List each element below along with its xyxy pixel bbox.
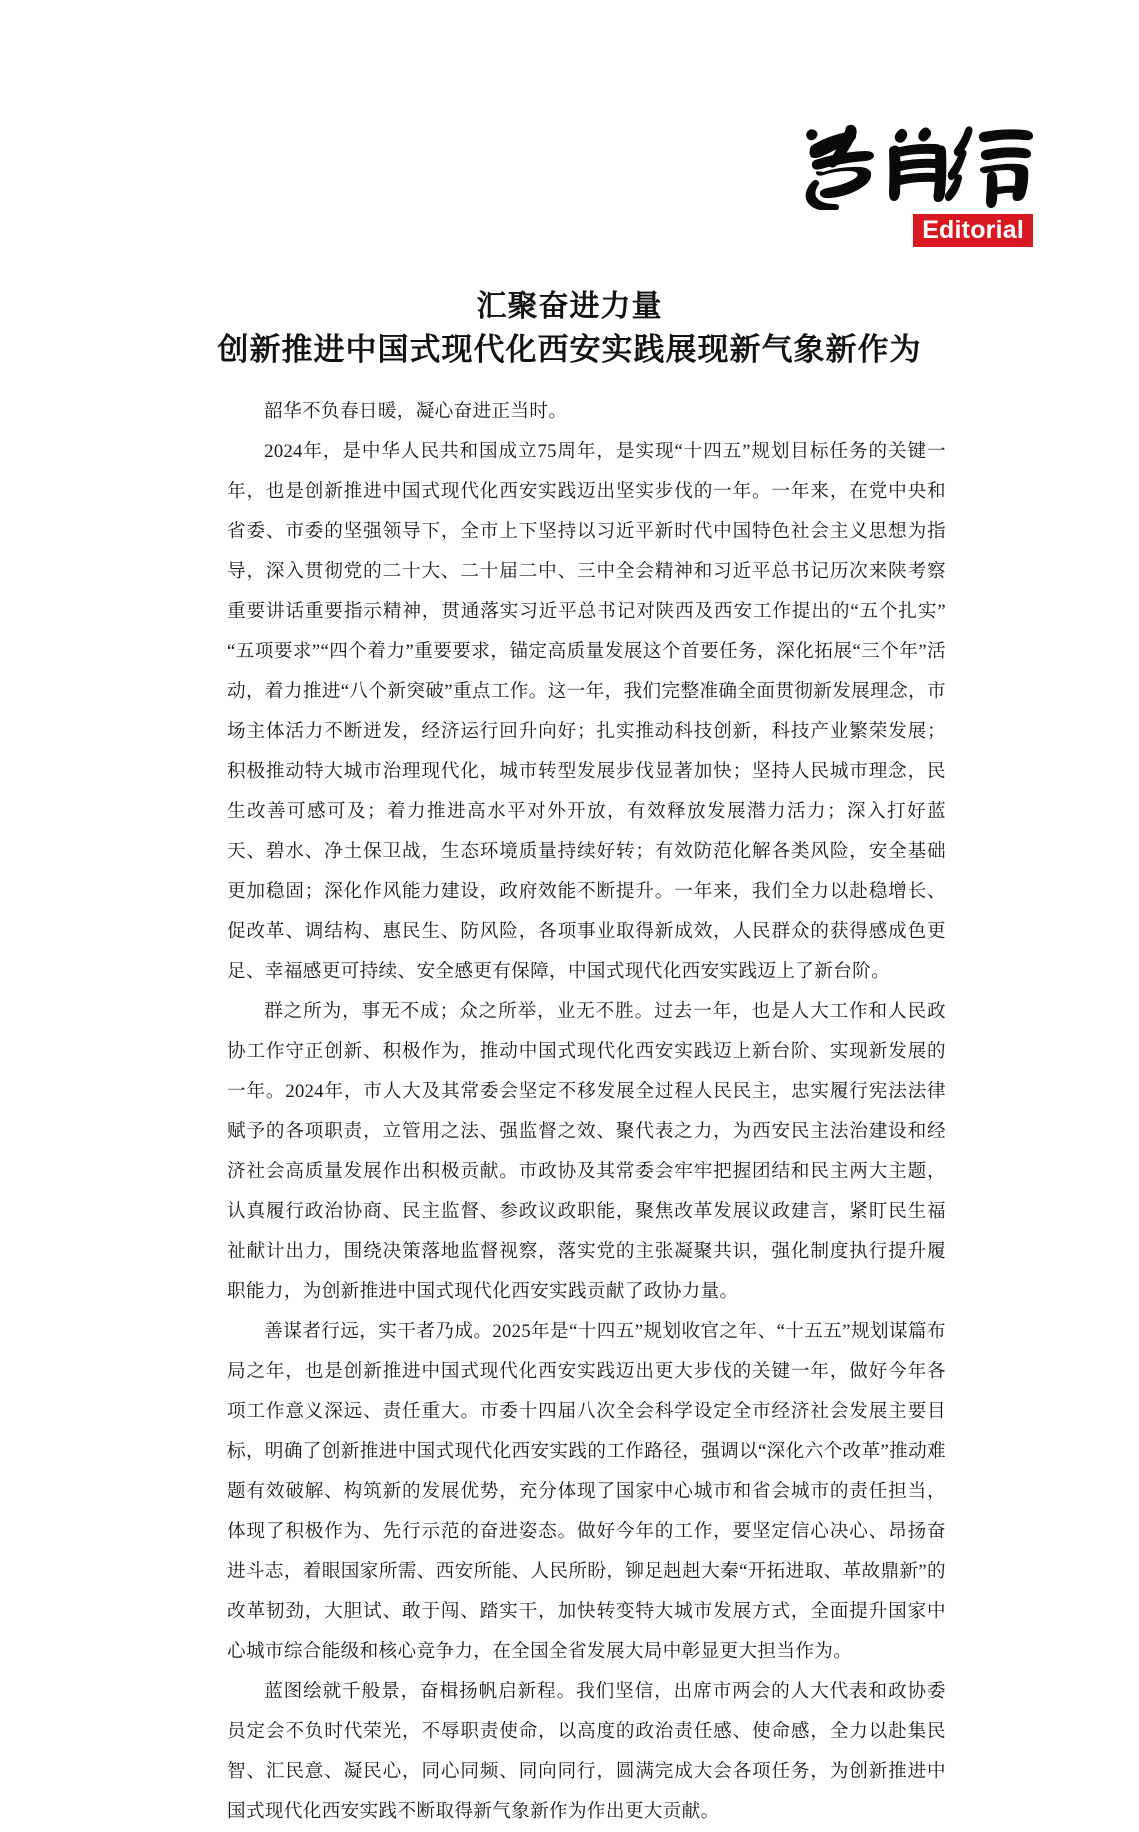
article-paragraph: 2024年，是中华人民共和国成立75周年，是实现“十四五”规划目标任务的关键一年，也是创新推进中国式现代化西安实践迈出坚实步伐的一年。一年来，在党中央和省委、市委的坚强领导下，全市上下坚持以习近平新时代中国特色社会主义思想为指导，深入贯彻党的二十大、二十届二中、三中全会精神和习近平总书记历次来陕考察重要讲话重要指示精神，贯通落实习近平总书记对陕西及西安工作提出的“五个扎实”“五项要求”“四个着力”重要要求，锚定高质量发展这个首要任务，深化拓展“三个年”活动，着力推进“八个新突破”重点工作。这一年，我们完整准确全面贯彻新发展理念，市场主体活力不断迸发，经济运行回升向好；扎实推动科技创新，科技产业繁荣发展；积极推动特大城市治理现代化，城市转型发展步伐显著加快；坚持人民城市理念，民生改善可感可及；着力推进高水平对外开放，有效释放发展潜力活力；深入打好蓝天、碧水、净土保卫战，生态环境质量持续好转；有效防范化解各类风险，安全基础更加稳固；深化作风能力建设，政府效能不断提升。一年来，我们全力以赴稳增长、促改革、调结构、惠民生、防风险，各项事业取得新成效，人民群众的获得感成色更足、幸福感更可持续、安全感更有保障，中国式现代化西安实践迈上了新台阶。 [227,441,946,982]
article-paragraph: 善谋者行远，实干者乃成。2025年是“十四五”规划收官之年、“十五五”规划谋篇布局之年，也是创新推进中国式现代化西安实践迈出更大步伐的关键一年，做好今年各项工作意义深远、责任重大。市委十四届八次全会科学设定全市经济社会发展主要目标，明确了创新推进中国式现代化西安实践的工作路径，强调以“深化六个改革”推动难题有效破解、构筑新的发展优势，充分体现了国家中心城市和省会城市的责任担当，体现了积极作为、先行示范的奋进姿态。做好今年的工作，要坚定信心决心、昂扬奋进斗志，着眼国家所需、西安所能、人民所盼，铆足赳赳大秦“开拓进取、革故鼎新”的改革韧劲，大胆试、敢于闯、踏实干，加快转变特大城市发展方式，全面提升国家中心城市综合能级和核心竞争力，在全国全省发展大局中彰显更大担当作为。 [227,1321,946,1662]
masthead [779,110,1039,247]
title-line-secondary: 创新推进中国式现代化西安实践展现新气象新作为 [217,332,922,367]
juanshouyu-calligraphy-logo [789,110,1039,210]
editorial-badge: Editorial [913,214,1033,247]
article-title [0,286,1139,372]
article-body [227,392,946,1832]
article-paragraph: 群之所为，事无不成；众之所举，业无不胜。过去一年，也是人大工作和人民政协工作守正创新、积极作为，推动中国式现代化西安实践迈上新台阶、实现新发展的一年。2024年，市人大及其常委会坚定不移发展全过程人民民主，忠实履行宪法法律赋予的各项职责，立管用之法、强监督之效、聚代表之力，为西安民主法治建设和经济社会高质量发展作出积极贡献。市政协及其常委会牢牢把握团结和民主两大主题，认真履行政治协商、民主监督、参政议政职能，聚焦改革发展议政建言，紧盯民生福祉献计出力，围绕决策落地监督视察，落实党的主张凝聚共识，强化制度执行提升履职能力，为创新推进中国式现代化西安实践贡献了政协力量。 [227,1001,946,1302]
title-line-primary: 汇聚奋进力量 [476,290,663,323]
article-paragraph: 蓝图绘就千般景，奋楫扬帆启新程。我们坚信，出席市两会的人大代表和政协委员定会不负时代荣光，不辱职责使命，以高度的政治责任感、使命感，全力以赴集民智、汇民意、凝民心，同心同频、同向同行，圆满完成大会各项任务，为创新推进中国式现代化西安实践不断取得新气象新作为作出更大贡献。 [227,1681,946,1822]
article-paragraph: 韶华不负春日暖，凝心奋进正当时。 [264,401,568,422]
